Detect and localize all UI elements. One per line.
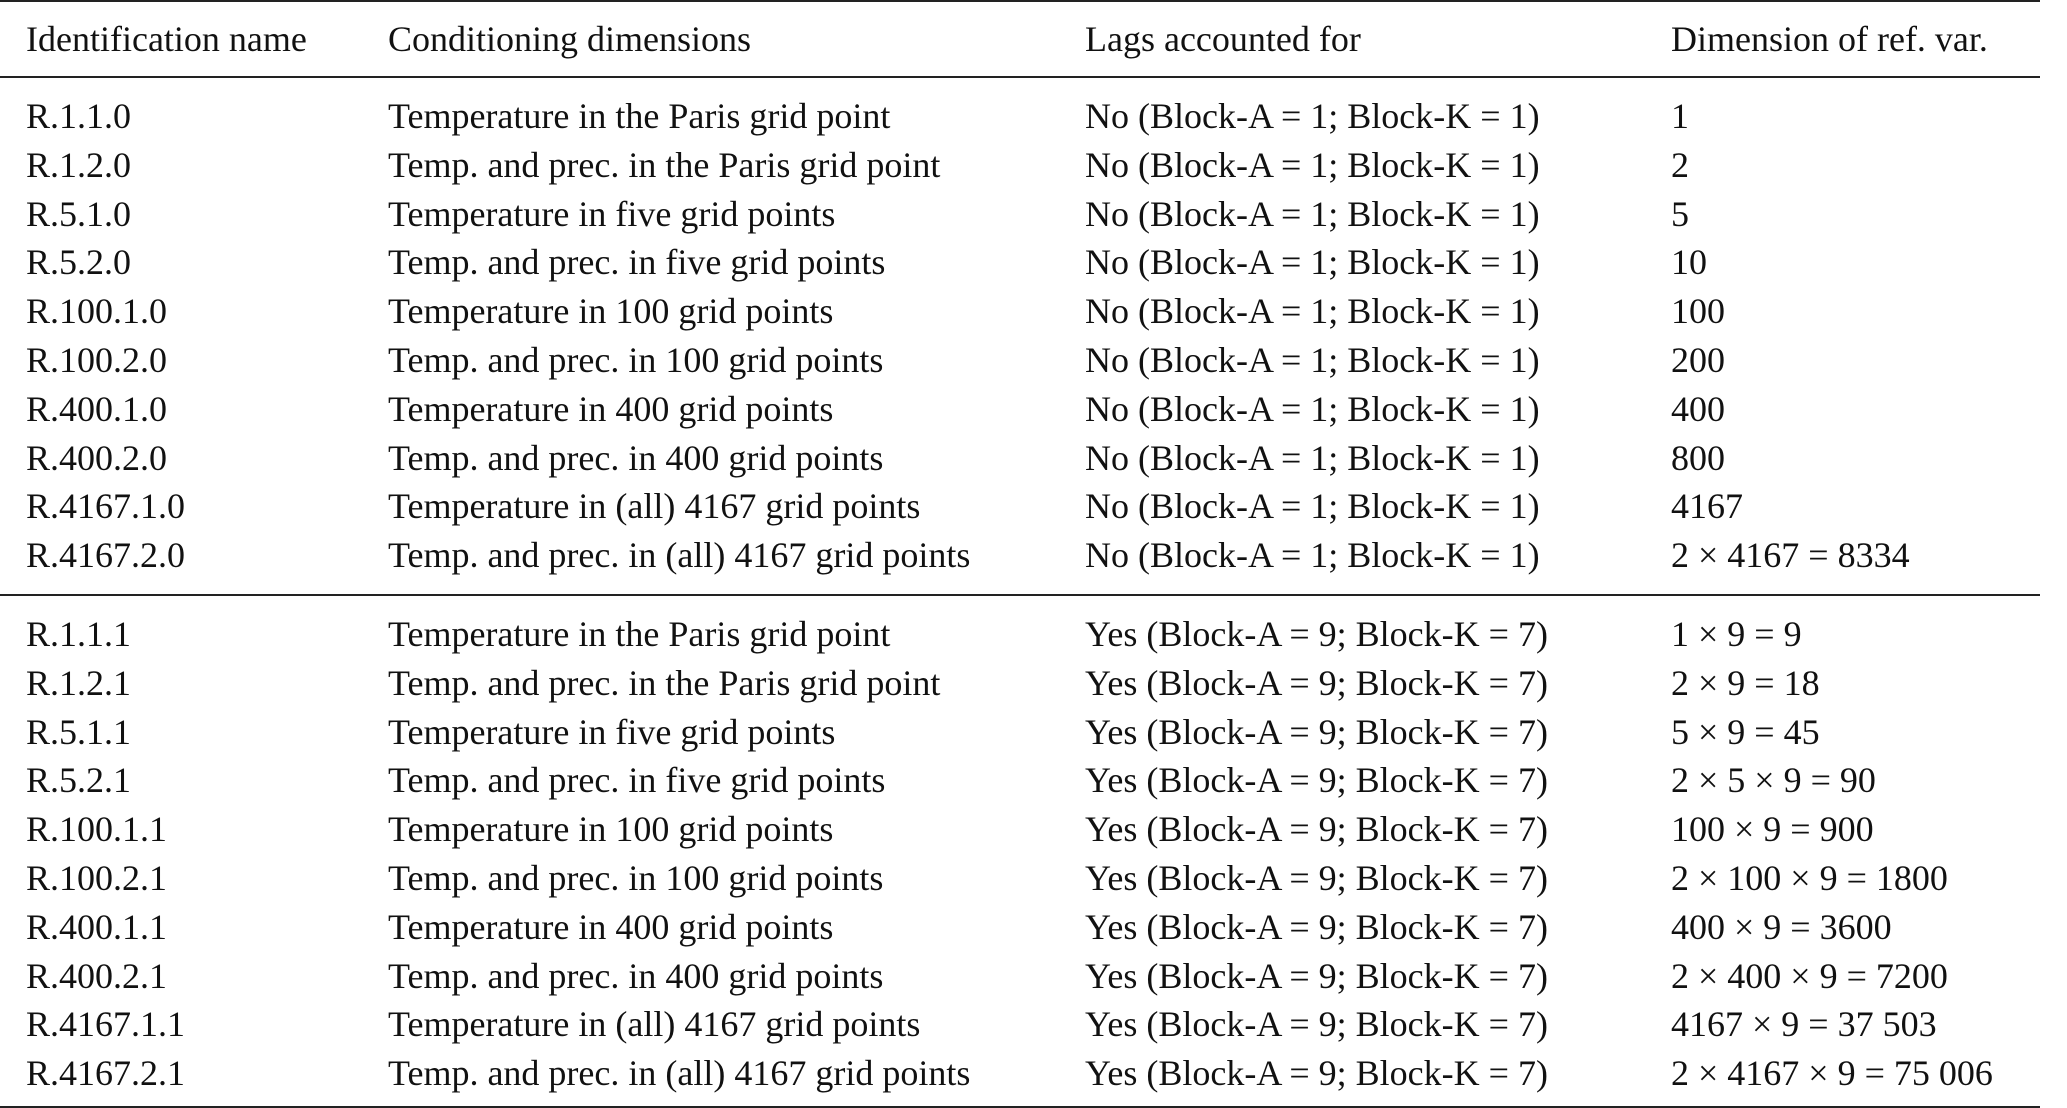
cell-identification-name: R.100.1.1 (26, 809, 168, 850)
cell-lags-accounted-for: No (Block-A = 1; Block-K = 1) (1085, 242, 1540, 283)
header-dimension-of-ref-var: Dimension of ref. var. (1671, 1, 2040, 77)
cell-conditioning-dimensions: Temperature in (all) 4167 grid points (388, 486, 921, 527)
table-row (0, 385, 2040, 434)
header-row (0, 1, 2040, 77)
cell-dimension-of-ref-var: 4167 (1671, 486, 1743, 527)
cell-lags-accounted-for: Yes (Block-A = 9; Block-K = 7) (1085, 857, 1548, 898)
cell-conditioning-dimensions: Temperature in the Paris grid point (388, 96, 891, 136)
table-row (0, 1049, 2040, 1107)
cell-dimension-of-ref-var: 2 × 9 = 18 (1671, 662, 1820, 703)
cell-lags-accounted-for: Yes (Block-A = 9; Block-K = 7) (1085, 760, 1548, 801)
cell-identification-name: R.5.1.0 (26, 193, 132, 234)
table-row (0, 434, 2040, 483)
cell-identification-name: R.4167.2.1 (0, 1049, 388, 1107)
cell-conditioning-dimensions: Temp. and prec. in five grid points (388, 760, 886, 801)
table-row (0, 659, 2040, 708)
cell-lags-accounted-for: Yes (Block-A = 9; Block-K = 7) (1085, 1004, 1548, 1045)
table-row (0, 190, 2040, 239)
cell-conditioning-dimensions: Temperature in (all) 4167 grid points (388, 1004, 921, 1045)
cell-dimension-of-ref-var: 2 (1671, 144, 1689, 185)
cell-conditioning-dimensions: Temperature in the Paris grid point (388, 595, 1085, 659)
cell-dimension-of-ref-var: 10 (1671, 242, 1707, 283)
cell-lags-accounted-for: Yes (Block-A = 9; Block-K = 7) (1085, 955, 1548, 996)
cell-conditioning-dimensions: Temperature in five grid points (388, 711, 836, 752)
cell-lags-accounted-for: Yes (Block-A = 9; Block-K = 7) (1085, 662, 1548, 703)
cell-identification-name: R.5.2.0 (26, 242, 132, 283)
cell-lags-accounted-for: No (Block-A = 1; Block-K = 1) (1085, 486, 1540, 527)
cell-identification-name: R.5.2.1 (26, 760, 132, 801)
cell-dimension-of-ref-var: 2 × 400 × 9 = 7200 (1671, 955, 1948, 996)
cell-dimension-of-ref-var: 2 × 100 × 9 = 1800 (1671, 857, 1948, 898)
cell-dimension-of-ref-var: 2 × 5 × 9 = 90 (1671, 760, 1876, 801)
cell-dimension-of-ref-var: 2 × 4167 × 9 = 75 006 (1671, 1049, 2040, 1107)
table-row (0, 77, 2040, 141)
cell-conditioning-dimensions: Temp. and prec. in 400 grid points (388, 955, 884, 996)
cell-conditioning-dimensions: Temp. and prec. in 100 grid points (388, 857, 884, 898)
cell-dimension-of-ref-var: 1 × 9 = 9 (1671, 595, 2040, 659)
cell-dimension-of-ref-var: 2 × 4167 = 8334 (1671, 535, 1910, 576)
cell-lags-accounted-for: No (Block-A = 1; Block-K = 1) (1085, 535, 1540, 576)
table-row (0, 854, 2040, 903)
table-row (0, 238, 2040, 287)
table-row (0, 287, 2040, 336)
table-row (0, 531, 2040, 595)
header-lags-accounted-for: Lags accounted for (1085, 1, 1671, 77)
cell-dimension-of-ref-var: 400 × 9 = 3600 (1671, 906, 1892, 947)
cell-identification-name: R.4167.1.0 (26, 486, 186, 527)
cell-dimension-of-ref-var: 1 (1671, 96, 1689, 136)
cell-lags-accounted-for: No (Block-A = 1; Block-K = 1) (1085, 291, 1540, 332)
block-no-lags (0, 77, 2040, 595)
cell-dimension-of-ref-var: 5 × 9 = 45 (1671, 711, 1820, 752)
cell-dimension-of-ref-var: 800 (1671, 437, 1725, 478)
header-identification-name: Identification name (0, 1, 388, 77)
cell-dimension-of-ref-var: 100 (1671, 291, 1725, 332)
header-conditioning-dimensions: Conditioning dimensions (388, 1, 1085, 77)
cell-identification-name: R.1.1.1 (0, 595, 388, 659)
cell-lags-accounted-for: Yes (Block-A = 9; Block-K = 7) (1085, 809, 1548, 850)
cell-lags-accounted-for: No (Block-A = 1; Block-K = 1) (1085, 339, 1540, 380)
table-row (0, 482, 2040, 531)
cell-conditioning-dimensions: Temp. and prec. in the Paris grid point (388, 144, 941, 185)
cell-dimension-of-ref-var: 400 (1671, 388, 1725, 429)
cell-identification-name: R.400.1.1 (26, 906, 168, 947)
cell-dimension-of-ref-var: 4167 × 9 = 37 503 (1671, 1004, 1937, 1045)
cell-identification-name: R.1.1.0 (26, 96, 132, 136)
table-row (0, 805, 2040, 854)
cell-identification-name: R.100.1.0 (26, 291, 168, 332)
cell-identification-name: R.400.1.0 (26, 388, 168, 429)
cell-conditioning-dimensions: Temp. and prec. in 100 grid points (388, 339, 884, 380)
cell-lags-accounted-for: Yes (Block-A = 9; Block-K = 7) (1085, 595, 1671, 659)
cell-identification-name: R.1.2.1 (26, 662, 132, 703)
cell-lags-accounted-for: No (Block-A = 1; Block-K = 1) (1085, 388, 1540, 429)
cell-lags-accounted-for: No (Block-A = 1; Block-K = 1) (1085, 144, 1540, 185)
cell-conditioning-dimensions: Temp. and prec. in five grid points (388, 242, 886, 283)
cell-conditioning-dimensions: Temperature in 100 grid points (388, 809, 834, 850)
table-row (0, 756, 2040, 805)
cell-conditioning-dimensions: Temp. and prec. in (all) 4167 grid points (388, 1049, 1085, 1107)
table-row (0, 708, 2040, 757)
cell-conditioning-dimensions: Temperature in 100 grid points (388, 291, 834, 332)
table-row (0, 336, 2040, 385)
table-row (0, 595, 2040, 659)
table-row (0, 1000, 2040, 1049)
cell-dimension-of-ref-var: 5 (1671, 193, 1689, 234)
cell-dimension-of-ref-var: 100 × 9 = 900 (1671, 809, 1874, 850)
cell-conditioning-dimensions: Temp. and prec. in 400 grid points (388, 437, 884, 478)
table-row (0, 903, 2040, 952)
cell-lags-accounted-for: No (Block-A = 1; Block-K = 1) (1085, 193, 1540, 234)
cell-lags-accounted-for: Yes (Block-A = 9; Block-K = 7) (1085, 1049, 1671, 1107)
cell-conditioning-dimensions: Temperature in 400 grid points (388, 388, 834, 429)
cell-dimension-of-ref-var: 200 (1671, 339, 1725, 380)
cell-identification-name: R.4167.2.0 (26, 535, 186, 576)
cell-identification-name: R.5.1.1 (26, 711, 132, 752)
cell-identification-name: R.4167.1.1 (26, 1004, 186, 1045)
table-row (0, 952, 2040, 1001)
block-with-lags (0, 595, 2040, 1107)
table-header (0, 1, 2040, 77)
cell-conditioning-dimensions: Temperature in 400 grid points (388, 906, 834, 947)
table-row (0, 141, 2040, 190)
cell-conditioning-dimensions: Temperature in five grid points (388, 193, 836, 234)
cell-identification-name: R.400.2.1 (26, 955, 168, 996)
cell-identification-name: R.100.2.1 (26, 857, 168, 898)
cell-conditioning-dimensions: Temp. and prec. in (all) 4167 grid points (388, 535, 971, 576)
cell-identification-name: R.400.2.0 (26, 437, 168, 478)
cell-lags-accounted-for: No (Block-A = 1; Block-K = 1) (1085, 437, 1540, 478)
cell-lags-accounted-for: No (Block-A = 1; Block-K = 1) (1085, 96, 1540, 136)
cell-identification-name: R.1.2.0 (26, 144, 132, 185)
cell-identification-name: R.100.2.0 (26, 339, 168, 380)
cell-lags-accounted-for: Yes (Block-A = 9; Block-K = 7) (1085, 711, 1548, 752)
cell-conditioning-dimensions: Temp. and prec. in the Paris grid point (388, 662, 941, 703)
cell-lags-accounted-for: Yes (Block-A = 9; Block-K = 7) (1085, 906, 1548, 947)
